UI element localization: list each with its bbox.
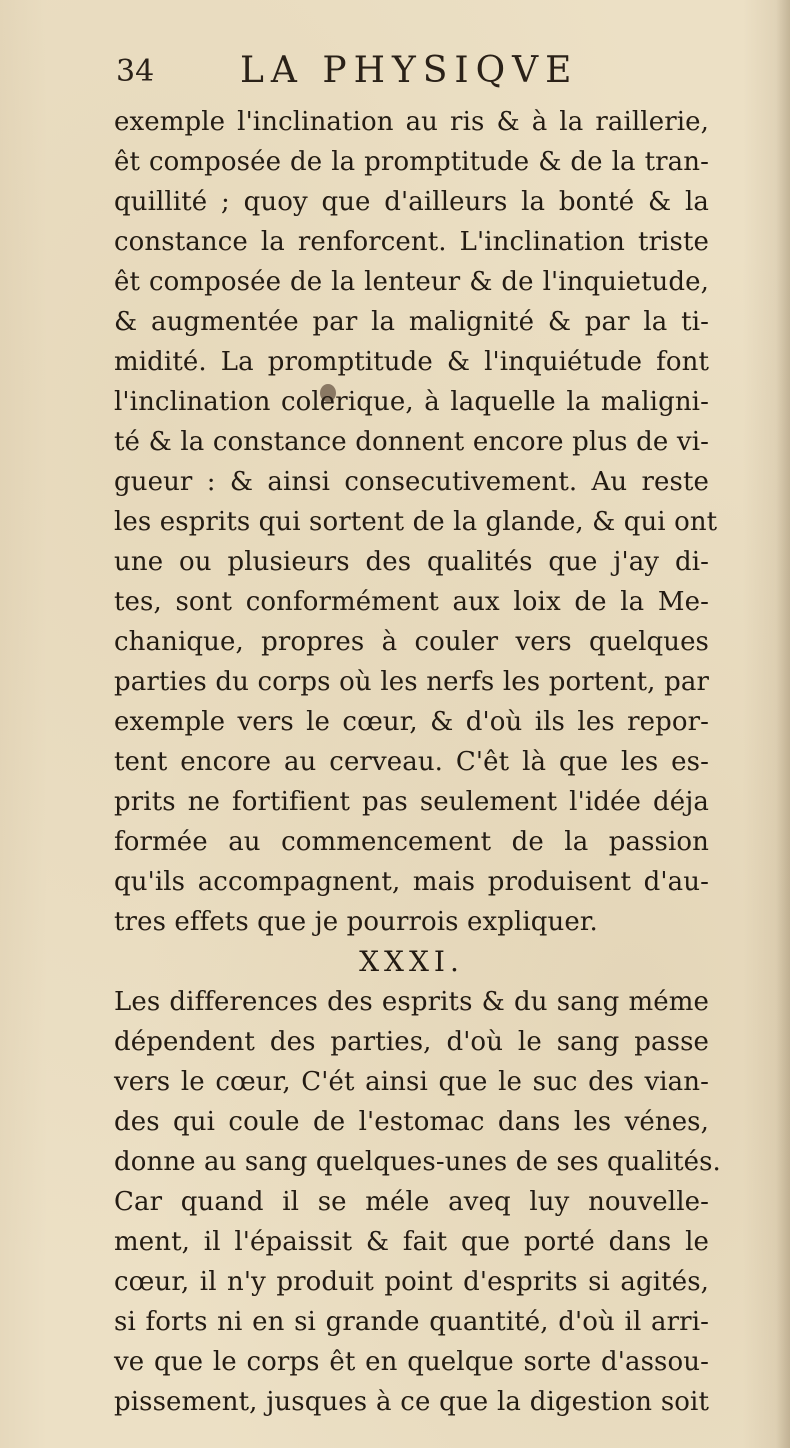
- text-line: une ou plusieurs des qualités que j'ay di-: [114, 547, 709, 577]
- text-line: cœur, il n'y produit point d'esprits si agités,: [114, 1267, 709, 1297]
- section-number: XXXI.: [359, 945, 464, 978]
- text-line: tres effets que je pourrois expliquer.: [114, 907, 598, 937]
- text-line: midité. La promptitude & l'inquiétude font: [114, 347, 709, 377]
- text-line: dépendent des parties, d'où le sang passe: [114, 1027, 709, 1057]
- text-line: pissement, jusques à ce que la digestion soit: [114, 1387, 709, 1417]
- text-line: tes, sont conformément aux loix de la Me-: [114, 587, 709, 617]
- text-line: prits ne fortifient pas seulement l'idée déja: [114, 787, 709, 817]
- text-line: les esprits qui sortent de la glande, & qui ont: [114, 507, 718, 537]
- text-line: si forts ni en si grande quantité, d'où il arri-: [114, 1307, 709, 1337]
- text-line: tent encore au cerveau. C'êt là que les es-: [114, 747, 709, 777]
- text-line: parties du corps où les nerfs les portent, par: [114, 667, 709, 697]
- text-line: constance la renforcent. L'inclination triste: [114, 227, 709, 257]
- running-head: [116, 48, 736, 108]
- text-line: té & la constance donnent encore plus de vi-: [114, 427, 709, 457]
- text-line: Les differences des esprits & du sang méme: [114, 987, 709, 1017]
- text-line: chanique, propres à couler vers quelques: [114, 627, 709, 657]
- text-line: quillité ; quoy que d'ailleurs la bonté & la: [114, 187, 709, 217]
- text-line: vers le cœur, C'ét ainsi que le suc des vian-: [114, 1067, 709, 1097]
- text-line: ve que le corps êt en quelque sorte d'assou-: [114, 1347, 709, 1377]
- text-line: l'inclination colerique, à laquelle la maligni-: [114, 387, 709, 417]
- text-line: êt composée de la lenteur & de l'inquietude,: [114, 267, 709, 297]
- text-line: qu'ils accompagnent, mais produisent d'au-: [114, 867, 709, 897]
- text-line: exemple l'inclination au ris & à la raillerie,: [114, 107, 709, 137]
- text-line: Car quand il se méle aveq luy nouvelle-: [114, 1187, 709, 1217]
- text-line: êt composée de la promptitude & de la tran-: [114, 147, 709, 177]
- text-line: formée au commencement de la passion: [114, 827, 709, 857]
- text-line: exemple vers le cœur, & d'où ils les repor-: [114, 707, 709, 737]
- text-line: donne au sang quelques-unes de ses qualités.: [114, 1147, 721, 1177]
- running-title: LA PHYSIQVE: [240, 50, 579, 91]
- body-text: [114, 102, 721, 1422]
- text-line: & augmentée par la malignité & par la ti-: [114, 307, 709, 337]
- page-edge-shadow: [776, 0, 790, 1448]
- text-line: des qui coule de l'estomac dans les vénes,: [114, 1107, 709, 1137]
- text-line: gueur : & ainsi consecutivement. Au reste: [114, 467, 709, 497]
- text-line: ment, il l'épaissit & fait que porté dans le: [114, 1227, 709, 1257]
- page-number: 34: [116, 54, 155, 89]
